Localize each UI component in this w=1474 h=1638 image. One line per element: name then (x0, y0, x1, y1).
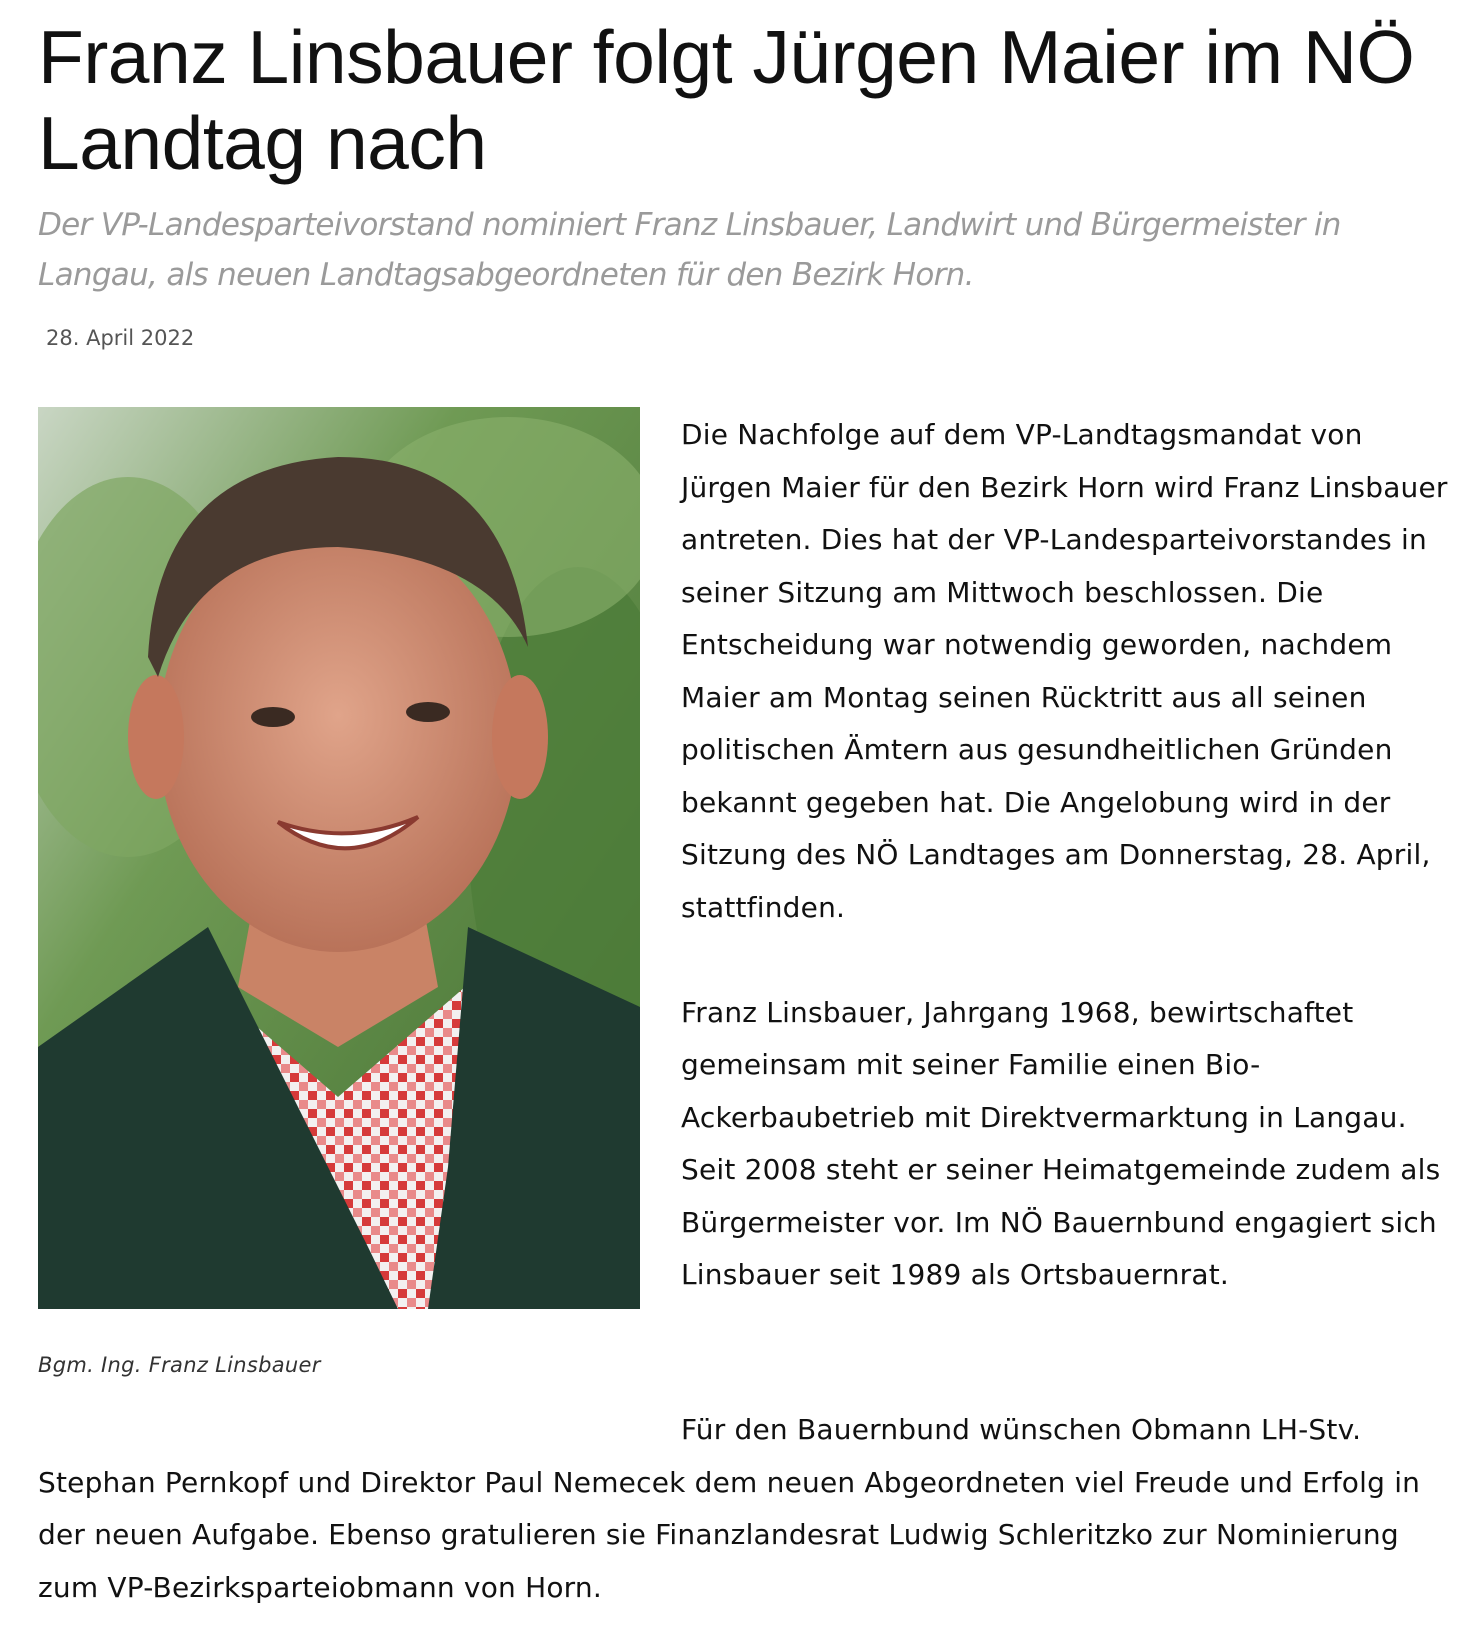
portrait-photo (38, 407, 640, 1309)
article-figure (38, 407, 640, 1377)
publish-date: 28. April 2022 (46, 326, 195, 350)
article-header (38, 0, 1438, 350)
paragraph: Franz Linsbauer, Jahrgang 1968, bewirtschaftet gemeinsam mit seiner Familie einen Bio-Ackerbaubetrieb mit Direktvermarktung in Langau. Seit 2008 steht er seiner Heimatgemeinde zudem als Bürgermeister vor. Im NÖ Bauernbund engagiert sich Linsbauer seit 1989 als Ortsbauernrat. (681, 995, 1441, 1291)
article-lead: Der VP-Landesparteivorstand nominiert Franz Linsbauer, Landwirt und Bürgermeister in Langau, als neuen Landtagsabgeordneten für den Bezirk Horn. (38, 207, 1341, 293)
photo-caption: Bgm. Ing. Franz Linsbauer (38, 1353, 321, 1377)
paragraph: Die Nachfolge auf dem VP-Landtagsmandat von Jürgen Maier für den Bezirk Horn wird Franz Linsbauer antreten. Dies hat der VP-Landesparteivorstandes in seiner Sitzung am Mittwoch beschlossen. Die Entscheidung war notwendig geworden, nachdem Maier am Montag seinen Rücktritt aus all seinen politischen Ämtern aus gesundheitlichen Gründen bekannt gegeben hat. Die Angelobung wird in der Sitzung des NÖ Landtages am Donnerstag, 28. April, stattfinden. (681, 418, 1448, 924)
article-body (681, 409, 1451, 1354)
article-headline: Franz Linsbauer folgt Jürgen Maier im NÖ Landtag nach (38, 15, 1415, 185)
paragraph: Für den Bauernbund wünschen Obmann LH-Stv. Stephan Pernkopf und Direktor Paul Nemecek dem neuen Abgeordneten viel Freude und Erfolg in der neuen Aufgabe. Ebenso gratulieren sie Finanzlandesrat Ludwig Schleritzko zur Nominierung zum VP-Bezirksparteiobmann von Horn. (38, 1413, 1421, 1604)
